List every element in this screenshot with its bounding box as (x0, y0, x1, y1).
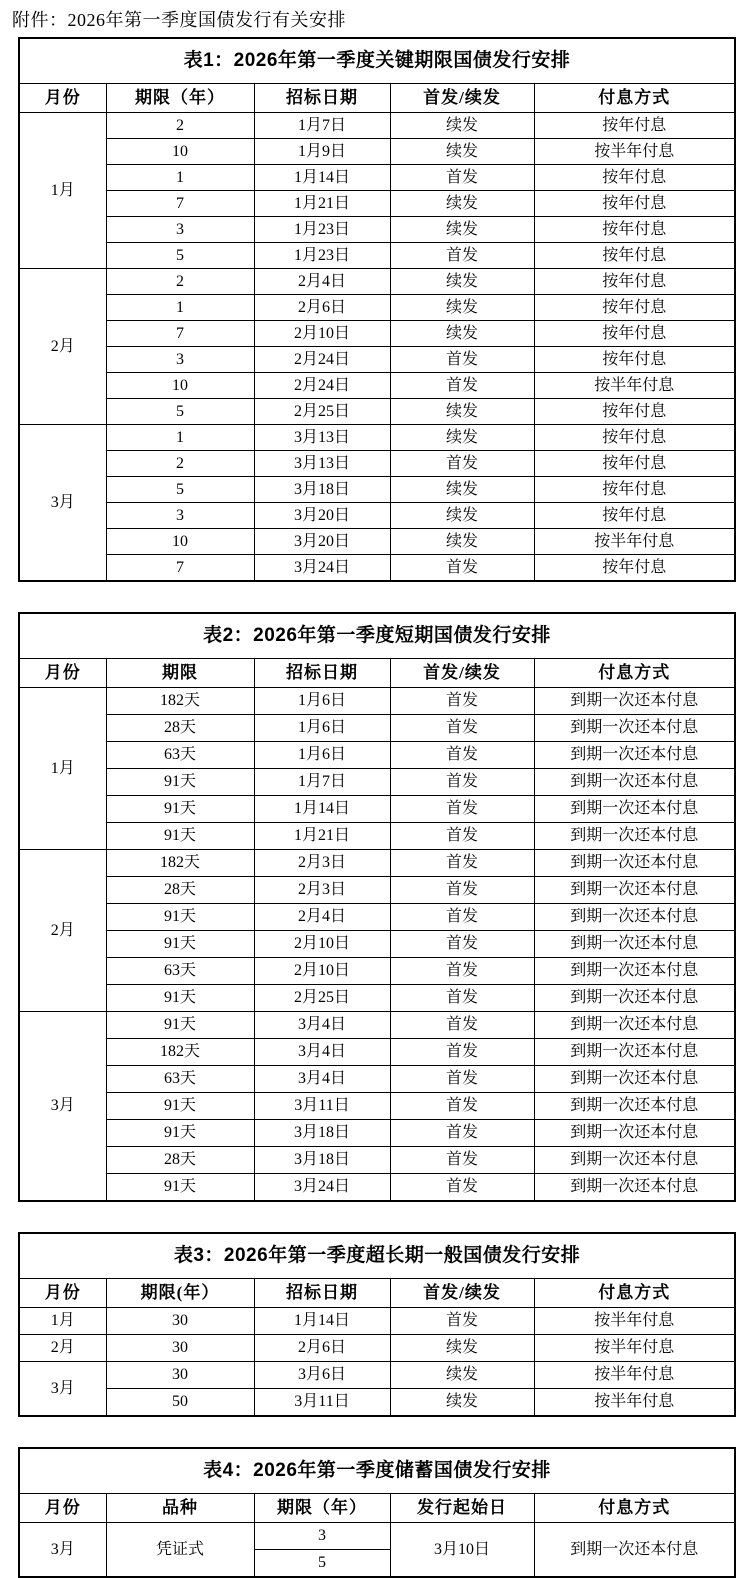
cell-auction-date: 3月13日 (254, 425, 390, 451)
month-cell: 1月 (19, 688, 106, 850)
cell-term: 5 (106, 477, 254, 503)
cell-interest-method: 按年付息 (534, 477, 735, 503)
month-cell: 1月 (19, 1308, 106, 1335)
cell-term: 3 (106, 503, 254, 529)
cell-issue-type: 续发 (390, 425, 534, 451)
cell-issue-type: 续发 (390, 503, 534, 529)
cell-auction-date: 1月9日 (254, 139, 390, 165)
column-header-month: 月份 (19, 1279, 106, 1308)
cell-issue-type: 首发 (390, 373, 534, 399)
cell-term: 63天 (106, 958, 254, 985)
cell-auction-date: 2月3日 (254, 850, 390, 877)
cell-auction-date: 2月4日 (254, 269, 390, 295)
cell-term: 1 (106, 425, 254, 451)
cell-term: 28天 (106, 1147, 254, 1174)
cell-term: 1 (106, 165, 254, 191)
cell-issue-type: 续发 (390, 113, 534, 139)
cell-interest-method: 按年付息 (534, 347, 735, 373)
cell-issue-type: 首发 (390, 347, 534, 373)
cell-interest-method: 按年付息 (534, 217, 735, 243)
cell-term: 91天 (106, 931, 254, 958)
column-header-month: 月份 (19, 1494, 106, 1523)
cell-interest-method: 到期一次还本付息 (534, 796, 735, 823)
cell-term: 91天 (106, 1093, 254, 1120)
cell-auction-date: 1月7日 (254, 113, 390, 139)
cell-issue-type: 首发 (390, 904, 534, 931)
column-header-term: 期限（年） (254, 1494, 390, 1523)
cell-auction-date: 1月7日 (254, 769, 390, 796)
cell-issue-type: 续发 (390, 477, 534, 503)
table-2-title: 表2：2026年第一季度短期国债发行安排 (19, 613, 735, 659)
cell-auction-date: 3月18日 (254, 1120, 390, 1147)
cell-issue-type: 首发 (390, 1308, 534, 1335)
cell-interest-method: 到期一次还本付息 (534, 1066, 735, 1093)
column-header-interest-method: 付息方式 (534, 1279, 735, 1308)
cell-interest-method: 按年付息 (534, 451, 735, 477)
cell-auction-date: 3月24日 (254, 1174, 390, 1202)
cell-issue-type: 续发 (390, 1362, 534, 1389)
cell-term: 2 (106, 113, 254, 139)
cell-issue-type: 首发 (390, 877, 534, 904)
cell-auction-date: 2月24日 (254, 373, 390, 399)
cell-term: 5 (106, 243, 254, 269)
cell-issue-type: 首发 (390, 688, 534, 715)
cell-issue-type: 续发 (390, 399, 534, 425)
cell-interest-method: 按年付息 (534, 243, 735, 269)
cell-interest-method: 按年付息 (534, 269, 735, 295)
column-header-auction-date: 招标日期 (254, 659, 390, 688)
cell-issue-type: 首发 (390, 715, 534, 742)
cell-term: 28天 (106, 877, 254, 904)
cell-term: 1 (106, 295, 254, 321)
cell-term: 10 (106, 373, 254, 399)
column-header-month: 月份 (19, 659, 106, 688)
cell-issue-type: 首发 (390, 823, 534, 850)
cell-issue-type: 续发 (390, 529, 534, 555)
cell-interest-method: 到期一次还本付息 (534, 823, 735, 850)
cell-auction-date: 2月25日 (254, 985, 390, 1012)
cell-auction-date: 3月4日 (254, 1012, 390, 1039)
cell-term: 63天 (106, 1066, 254, 1093)
cell-interest-method: 到期一次还本付息 (534, 715, 735, 742)
cell-interest-method: 按年付息 (534, 425, 735, 451)
cell-auction-date: 2月4日 (254, 904, 390, 931)
cell-interest-method: 按半年付息 (534, 1389, 735, 1417)
cell-term: 5 (106, 399, 254, 425)
cell-term: 63天 (106, 742, 254, 769)
cell-auction-date: 3月11日 (254, 1389, 390, 1417)
cell-variety: 凭证式 (106, 1523, 254, 1578)
cell-issue-type: 续发 (390, 191, 534, 217)
column-header-term: 期限(年） (106, 1279, 254, 1308)
cell-interest-method: 到期一次还本付息 (534, 850, 735, 877)
cell-issue-type: 首发 (390, 742, 534, 769)
table-3-title: 表3：2026年第一季度超长期一般国债发行安排 (19, 1233, 735, 1279)
cell-auction-date: 1月23日 (254, 217, 390, 243)
cell-issue-type: 首发 (390, 1147, 534, 1174)
cell-auction-date: 2月3日 (254, 877, 390, 904)
cell-interest-method: 到期一次还本付息 (534, 688, 735, 715)
cell-auction-date: 1月6日 (254, 742, 390, 769)
cell-interest-method: 到期一次还本付息 (534, 1039, 735, 1066)
cell-issue-type: 续发 (390, 1335, 534, 1362)
cell-issue-type: 续发 (390, 139, 534, 165)
cell-auction-date: 2月6日 (254, 1335, 390, 1362)
attachment-title: 附件：2026年第一季度国债发行有关安排 (12, 10, 346, 30)
column-header-auction-date: 招标日期 (254, 84, 390, 113)
cell-term: 182天 (106, 850, 254, 877)
cell-term: 30 (106, 1308, 254, 1335)
cell-issue-type: 续发 (390, 1389, 534, 1417)
cell-interest-method: 按半年付息 (534, 373, 735, 399)
table-2 (18, 612, 736, 1202)
cell-interest-method: 到期一次还本付息 (534, 1523, 735, 1578)
cell-term: 7 (106, 191, 254, 217)
cell-term: 5 (254, 1550, 390, 1578)
cell-auction-date: 3月11日 (254, 1093, 390, 1120)
column-header-issue-type: 首发/续发 (390, 1279, 534, 1308)
cell-interest-method: 按半年付息 (534, 1335, 735, 1362)
cell-term: 30 (106, 1335, 254, 1362)
column-header-term: 期限 (106, 659, 254, 688)
cell-term: 50 (106, 1389, 254, 1417)
cell-term: 182天 (106, 1039, 254, 1066)
cell-term: 182天 (106, 688, 254, 715)
cell-auction-date: 3月20日 (254, 529, 390, 555)
table-3 (18, 1232, 736, 1417)
cell-interest-method: 到期一次还本付息 (534, 1147, 735, 1174)
month-cell: 3月 (19, 1362, 106, 1417)
cell-issue-type: 首发 (390, 1174, 534, 1202)
table-4 (18, 1447, 736, 1578)
cell-interest-method: 到期一次还本付息 (534, 1174, 735, 1202)
cell-term: 7 (106, 321, 254, 347)
cell-term: 2 (106, 451, 254, 477)
month-cell: 3月 (19, 1012, 106, 1202)
cell-interest-method: 到期一次还本付息 (534, 1120, 735, 1147)
month-cell: 3月 (19, 425, 106, 582)
table-1-title: 表1：2026年第一季度关键期限国债发行安排 (19, 38, 735, 84)
cell-term: 91天 (106, 904, 254, 931)
cell-issue-type: 首发 (390, 1039, 534, 1066)
cell-auction-date: 2月6日 (254, 295, 390, 321)
cell-start-date: 3月10日 (390, 1523, 534, 1578)
cell-auction-date: 3月13日 (254, 451, 390, 477)
cell-interest-method: 按年付息 (534, 295, 735, 321)
column-header-interest-method: 付息方式 (534, 1494, 735, 1523)
cell-issue-type: 首发 (390, 769, 534, 796)
cell-auction-date: 1月21日 (254, 191, 390, 217)
cell-term: 10 (106, 139, 254, 165)
column-header-month: 月份 (19, 84, 106, 113)
cell-auction-date: 3月18日 (254, 477, 390, 503)
cell-auction-date: 3月4日 (254, 1039, 390, 1066)
cell-issue-type: 续发 (390, 217, 534, 243)
table-4-title: 表4：2026年第一季度储蓄国债发行安排 (19, 1448, 735, 1494)
cell-issue-type: 续发 (390, 295, 534, 321)
cell-term: 7 (106, 555, 254, 582)
cell-auction-date: 1月6日 (254, 715, 390, 742)
cell-interest-method: 按年付息 (534, 399, 735, 425)
tables-container (0, 37, 752, 1578)
cell-interest-method: 按半年付息 (534, 529, 735, 555)
cell-interest-method: 按年付息 (534, 321, 735, 347)
table-1 (18, 37, 736, 582)
cell-issue-type: 首发 (390, 451, 534, 477)
cell-issue-type: 首发 (390, 796, 534, 823)
cell-interest-method: 按年付息 (534, 113, 735, 139)
cell-term: 91天 (106, 1174, 254, 1202)
cell-interest-method: 按半年付息 (534, 1362, 735, 1389)
cell-issue-type: 首发 (390, 1066, 534, 1093)
cell-interest-method: 到期一次还本付息 (534, 769, 735, 796)
column-header-start-date: 发行起始日 (390, 1494, 534, 1523)
cell-issue-type: 首发 (390, 243, 534, 269)
cell-interest-method: 到期一次还本付息 (534, 958, 735, 985)
cell-term: 28天 (106, 715, 254, 742)
cell-auction-date: 1月21日 (254, 823, 390, 850)
cell-term: 91天 (106, 1012, 254, 1039)
cell-auction-date: 2月25日 (254, 399, 390, 425)
cell-interest-method: 按年付息 (534, 191, 735, 217)
cell-auction-date: 1月14日 (254, 1308, 390, 1335)
cell-issue-type: 首发 (390, 931, 534, 958)
cell-auction-date: 1月6日 (254, 688, 390, 715)
cell-interest-method: 到期一次还本付息 (534, 904, 735, 931)
cell-auction-date: 2月24日 (254, 347, 390, 373)
cell-interest-method: 到期一次还本付息 (534, 742, 735, 769)
cell-interest-method: 到期一次还本付息 (534, 931, 735, 958)
cell-term: 91天 (106, 985, 254, 1012)
cell-auction-date: 1月23日 (254, 243, 390, 269)
cell-auction-date: 1月14日 (254, 796, 390, 823)
column-header-issue-type: 首发/续发 (390, 84, 534, 113)
cell-auction-date: 3月6日 (254, 1362, 390, 1389)
cell-term: 91天 (106, 823, 254, 850)
cell-auction-date: 3月4日 (254, 1066, 390, 1093)
cell-term: 30 (106, 1362, 254, 1389)
cell-issue-type: 首发 (390, 985, 534, 1012)
cell-term: 3 (106, 347, 254, 373)
cell-term: 10 (106, 529, 254, 555)
cell-interest-method: 按半年付息 (534, 1308, 735, 1335)
cell-term: 91天 (106, 1120, 254, 1147)
cell-auction-date: 1月14日 (254, 165, 390, 191)
cell-auction-date: 3月18日 (254, 1147, 390, 1174)
column-header-issue-type: 首发/续发 (390, 659, 534, 688)
cell-issue-type: 首发 (390, 555, 534, 582)
cell-interest-method: 按半年付息 (534, 139, 735, 165)
cell-issue-type: 首发 (390, 1093, 534, 1120)
cell-term: 3 (254, 1523, 390, 1550)
cell-term: 91天 (106, 796, 254, 823)
cell-issue-type: 首发 (390, 1120, 534, 1147)
cell-interest-method: 到期一次还本付息 (534, 877, 735, 904)
column-header-term: 期限（年） (106, 84, 254, 113)
cell-auction-date: 3月20日 (254, 503, 390, 529)
cell-interest-method: 按年付息 (534, 503, 735, 529)
column-header-interest-method: 付息方式 (534, 84, 735, 113)
cell-issue-type: 续发 (390, 321, 534, 347)
cell-issue-type: 首发 (390, 850, 534, 877)
cell-interest-method: 按年付息 (534, 555, 735, 582)
cell-auction-date: 2月10日 (254, 958, 390, 985)
month-cell: 2月 (19, 1335, 106, 1362)
month-cell: 2月 (19, 850, 106, 1012)
cell-auction-date: 3月24日 (254, 555, 390, 582)
cell-term: 2 (106, 269, 254, 295)
cell-term: 3 (106, 217, 254, 243)
cell-interest-method: 按年付息 (534, 165, 735, 191)
column-header-interest-method: 付息方式 (534, 659, 735, 688)
cell-auction-date: 2月10日 (254, 931, 390, 958)
cell-issue-type: 首发 (390, 1012, 534, 1039)
column-header-variety: 品种 (106, 1494, 254, 1523)
cell-interest-method: 到期一次还本付息 (534, 1093, 735, 1120)
month-cell: 2月 (19, 269, 106, 425)
cell-term: 91天 (106, 769, 254, 796)
cell-auction-date: 2月10日 (254, 321, 390, 347)
column-header-auction-date: 招标日期 (254, 1279, 390, 1308)
cell-issue-type: 首发 (390, 165, 534, 191)
month-cell: 1月 (19, 113, 106, 269)
cell-issue-type: 续发 (390, 269, 534, 295)
cell-issue-type: 首发 (390, 958, 534, 985)
cell-interest-method: 到期一次还本付息 (534, 985, 735, 1012)
month-cell: 3月 (19, 1523, 106, 1578)
cell-interest-method: 到期一次还本付息 (534, 1012, 735, 1039)
